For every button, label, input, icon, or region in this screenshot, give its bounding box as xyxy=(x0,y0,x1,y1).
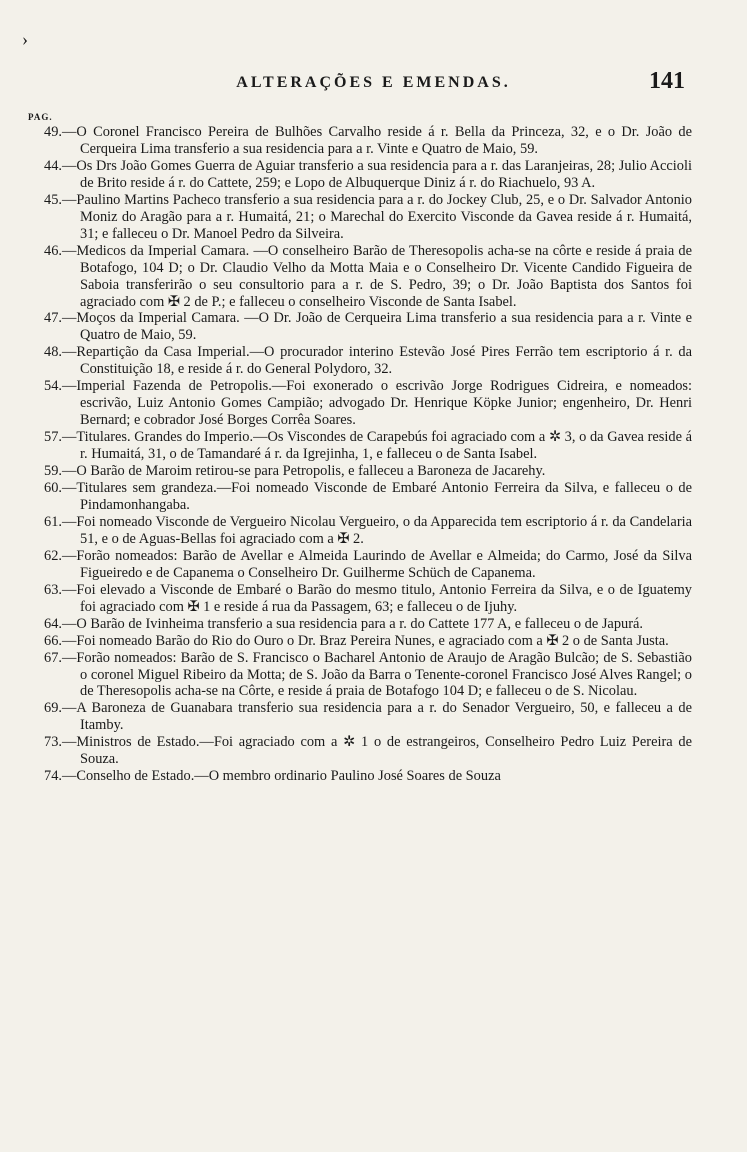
entry-number: 48.— xyxy=(44,344,77,361)
entry-text: Foi nomeado Barão do Rio do Ouro o Dr. Braz Pereira Nunes, e agraciado com a ✠ 2 o de Santa Justa. xyxy=(76,632,669,649)
entry-text: Medicos da Imperial Camara. —O conselheiro Barão de Theresopolis acha-se na côrte e reside á praia de Botafogo, 104 D; o Dr. Claudio Velho da Motta Maia e o Conselheiro Dr. Vicente Candido Figueira de Saboia transferirão o seu consultorio para a r. de S. Pedro, 39; o Dr. João Baptista dos Santos foi agraciado com ✠ 2 de P.; e falleceu o conselheiro Visconde de Santa Isabel. xyxy=(76,242,692,310)
entry xyxy=(44,243,692,311)
entry-number: 67.— xyxy=(44,649,77,666)
entry-text: Foi elevado a Visconde de Embaré o Barão do mesmo titulo, Antonio Ferreira da Silva, e o de Iguatemy foi agraciado com ✠ 1 e reside á rua da Passagem, 63; e falleceu o de Ijuhy. xyxy=(76,581,692,615)
entry-text: Titulares sem grandeza.—Foi nomeado Visconde de Embaré Antonio Ferreira da Silva, e falleceu o de Pindamonhangaba. xyxy=(76,480,692,513)
entry-text: A Baroneza de Guanabara transferio sua residencia para a r. do Senador Vergueiro, 50, e falleceu a de Itamby. xyxy=(76,700,692,734)
entry-number: 74.— xyxy=(44,768,77,785)
entry-text: Forão nomeados: Barão de S. Francisco o Bacharel Antonio de Araujo de Aragão Bulcão; de S. Sebastião o coronel Miguel Ribeiro da Motta; de S. João da Barra o Tenente-coronel Francisco José Alves Rangel; o de Theresopolis acha-se na Côrte, e reside á praia de Botafogo 104 D; e falleceu o de S. Nicolau. xyxy=(76,649,692,700)
entry xyxy=(44,616,692,633)
page-title: ALTERAÇÕES E EMENDAS. xyxy=(236,74,511,91)
entry-text: Imperial Fazenda de Petropolis.—Foi exonerado o escrivão Jorge Rodrigues Cidreira, e nomeados: escrivão, Luiz Antonio Gomes Campião; advogado Dr. Henrique Köpke Junior; engenheiro, Dr. Henri Bernard; e cobrador José Borges Corrêa Soares. xyxy=(76,378,692,429)
entry xyxy=(44,650,692,701)
entry-number: 63.— xyxy=(44,581,77,598)
entry-text: Conselho de Estado.—O membro ordinario Paulino José Soares de Souza xyxy=(76,768,501,785)
entry xyxy=(44,192,692,243)
entry-number: 46.— xyxy=(44,242,77,259)
entry xyxy=(44,310,692,344)
entry xyxy=(44,633,692,650)
entry xyxy=(44,429,692,463)
entry-number: 49.— xyxy=(44,124,77,140)
entry-number: 45.— xyxy=(44,191,77,208)
entry-number: 60.— xyxy=(44,480,77,497)
entry-number: 73.— xyxy=(44,734,77,751)
entry-text: Foi nomeado Visconde de Vergueiro Nicolau Vergueiro, o da Apparecida tem escriptorio á r. da Candelaria 51, e o de Aguas-Bellas foi agraciado com a ✠ 2. xyxy=(76,513,692,547)
page-number: 141 xyxy=(649,68,685,94)
pag-column-label: PAG. xyxy=(28,112,53,122)
entry xyxy=(44,463,692,480)
entry-text: Moços da Imperial Camara. —O Dr. João de Cerqueira Lima transferio a sua residencia para a r. Vinte e Quatro de Maio, 59. xyxy=(76,310,692,344)
running-head xyxy=(0,68,747,100)
entry xyxy=(44,734,692,768)
entry-text: O Barão de Ivinheima transferio a sua residencia para a r. do Cattete 177 A, e falleceu o de Japurá. xyxy=(76,615,643,632)
corner-mark: › xyxy=(22,29,28,49)
entry-text: Os Drs João Gomes Guerra de Aguiar transferio a sua residencia para a r. das Laranjeiras, 28; Julio Accioli de Brito reside á r. do Cattete, 259; e Lopo de Albuquerque Diniz á r. do Riachuelo, 93 A. xyxy=(76,157,692,191)
entry-number: 57.— xyxy=(44,429,77,446)
entry xyxy=(44,344,692,378)
entry-number: 69.— xyxy=(44,700,77,717)
entry xyxy=(44,768,692,785)
entry-text: Titulares. Grandes do Imperio.—Os Viscondes de Carapebús foi agraciado com a ✲ 3, o da Gavea reside á r. Humaitá, 31, o de Tamandaré á r. da Igrejinha, 1, e falleceu o de Santa Isabel. xyxy=(76,429,692,463)
entry xyxy=(44,378,692,429)
entry-text: Ministros de Estado.—Foi agraciado com a ✲ 1 o de estrangeiros, Conselheiro Pedro Luiz Pereira de Souza. xyxy=(76,734,692,768)
entry-number: 59.— xyxy=(44,463,77,480)
entries-list xyxy=(44,124,692,785)
entry-number: 47.— xyxy=(44,310,77,327)
entry-number: 54.— xyxy=(44,378,77,395)
entry-number: 61.— xyxy=(44,513,77,530)
entry-number: 64.— xyxy=(44,615,77,632)
entry-text: Repartição da Casa Imperial.—O procurador interino Estevão José Pires Ferrão tem escriptorio á r. da Constituição 18, e reside á r. do General Polydoro, 32. xyxy=(76,344,692,378)
entry xyxy=(44,582,692,616)
entry xyxy=(44,480,692,514)
entry-text: Paulino Martins Pacheco transferio a sua residencia para a r. do Jockey Club, 25, e o Dr. Salvador Antonio Moniz do Aragão para a r. Humaitá, 21; o Marechal do Exercito Visconde da Gavea reside á r. Humaitá, 31; e falleceu o Dr. Manoel Pedro da Silveira. xyxy=(76,191,692,242)
entry xyxy=(44,124,692,158)
entry-text: Forão nomeados: Barão de Avellar e Almeida Laurindo de Avellar e Almeida; do Carmo, José da Silva Figueiredo e de Capanema o Conselheiro Dr. Guilherme Schüch de Capanema. xyxy=(76,547,692,581)
entry-number: 66.— xyxy=(44,632,77,649)
entry-number: 44.— xyxy=(44,157,77,174)
entry xyxy=(44,700,692,734)
entry xyxy=(44,158,692,192)
entry-text: O Coronel Francisco Pereira de Bulhões Carvalho reside á r. Bella da Princeza, 32, e o Dr. João de Cerqueira Lima transferio a sua residencia para a r. Vinte e Quatro de Maio, 59. xyxy=(76,124,692,157)
entry-text: O Barão de Maroim retirou-se para Petropolis, e falleceu a Baroneza de Jacarehy. xyxy=(76,463,546,480)
entry-number: 62.— xyxy=(44,547,77,564)
entry xyxy=(44,514,692,548)
entry xyxy=(44,548,692,582)
